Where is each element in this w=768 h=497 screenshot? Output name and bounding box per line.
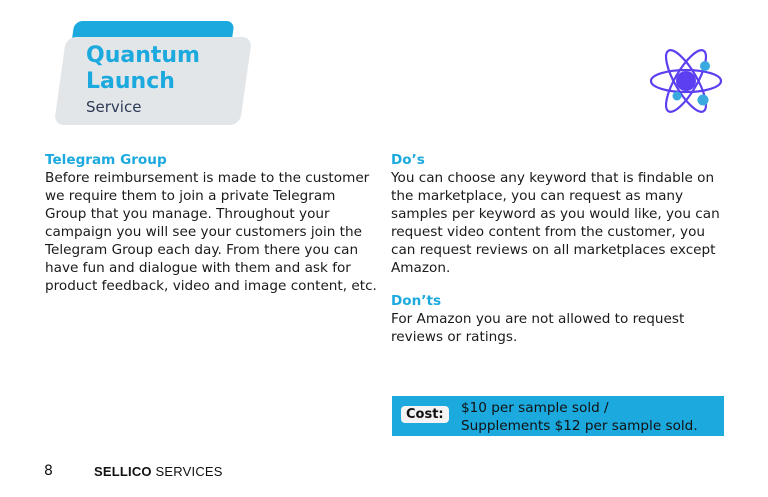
title-line-1: Quantum xyxy=(86,43,200,68)
cost-text xyxy=(461,399,698,435)
cost-box xyxy=(392,396,724,436)
footer-brand-bold: SELLICO xyxy=(94,464,152,479)
atom-icon xyxy=(648,48,724,114)
donts-body: For Amazon you are not allowed to request reviews or ratings. xyxy=(391,311,685,345)
cost-label: Cost: xyxy=(401,406,449,423)
title-subtitle: Service xyxy=(86,98,142,116)
title-line-2: Launch xyxy=(86,69,175,94)
dos-body: You can choose any keyword that is findable on the marketplace, you can request as many samples per keyword as you would like, you can request video content from the customer, you can request reviews on all marketplaces except Amazon. xyxy=(391,170,720,276)
cost-line-2: Supplements $12 per sample sold. xyxy=(461,418,698,434)
page-number: 8 xyxy=(44,463,53,479)
title-card xyxy=(52,21,252,129)
footer-brand-rest: SERVICES xyxy=(151,464,223,479)
donts-heading: Don’ts xyxy=(391,293,442,309)
rules-section xyxy=(391,151,726,346)
title-block xyxy=(86,43,200,116)
telegram-heading: Telegram Group xyxy=(45,152,167,168)
telegram-body: Before reimbursement is made to the customer we require them to join a private Telegram Group that you manage. Throughout your campaign you will see your customers join the Telegram Group each day. From there you can have fun and dialogue with them and ask for product feedback, video and image content, etc. xyxy=(45,170,377,294)
footer-brand xyxy=(94,464,223,479)
cost-line-1: $10 per sample sold / xyxy=(461,400,609,416)
telegram-section xyxy=(45,151,380,295)
dos-heading: Do’s xyxy=(391,152,425,168)
